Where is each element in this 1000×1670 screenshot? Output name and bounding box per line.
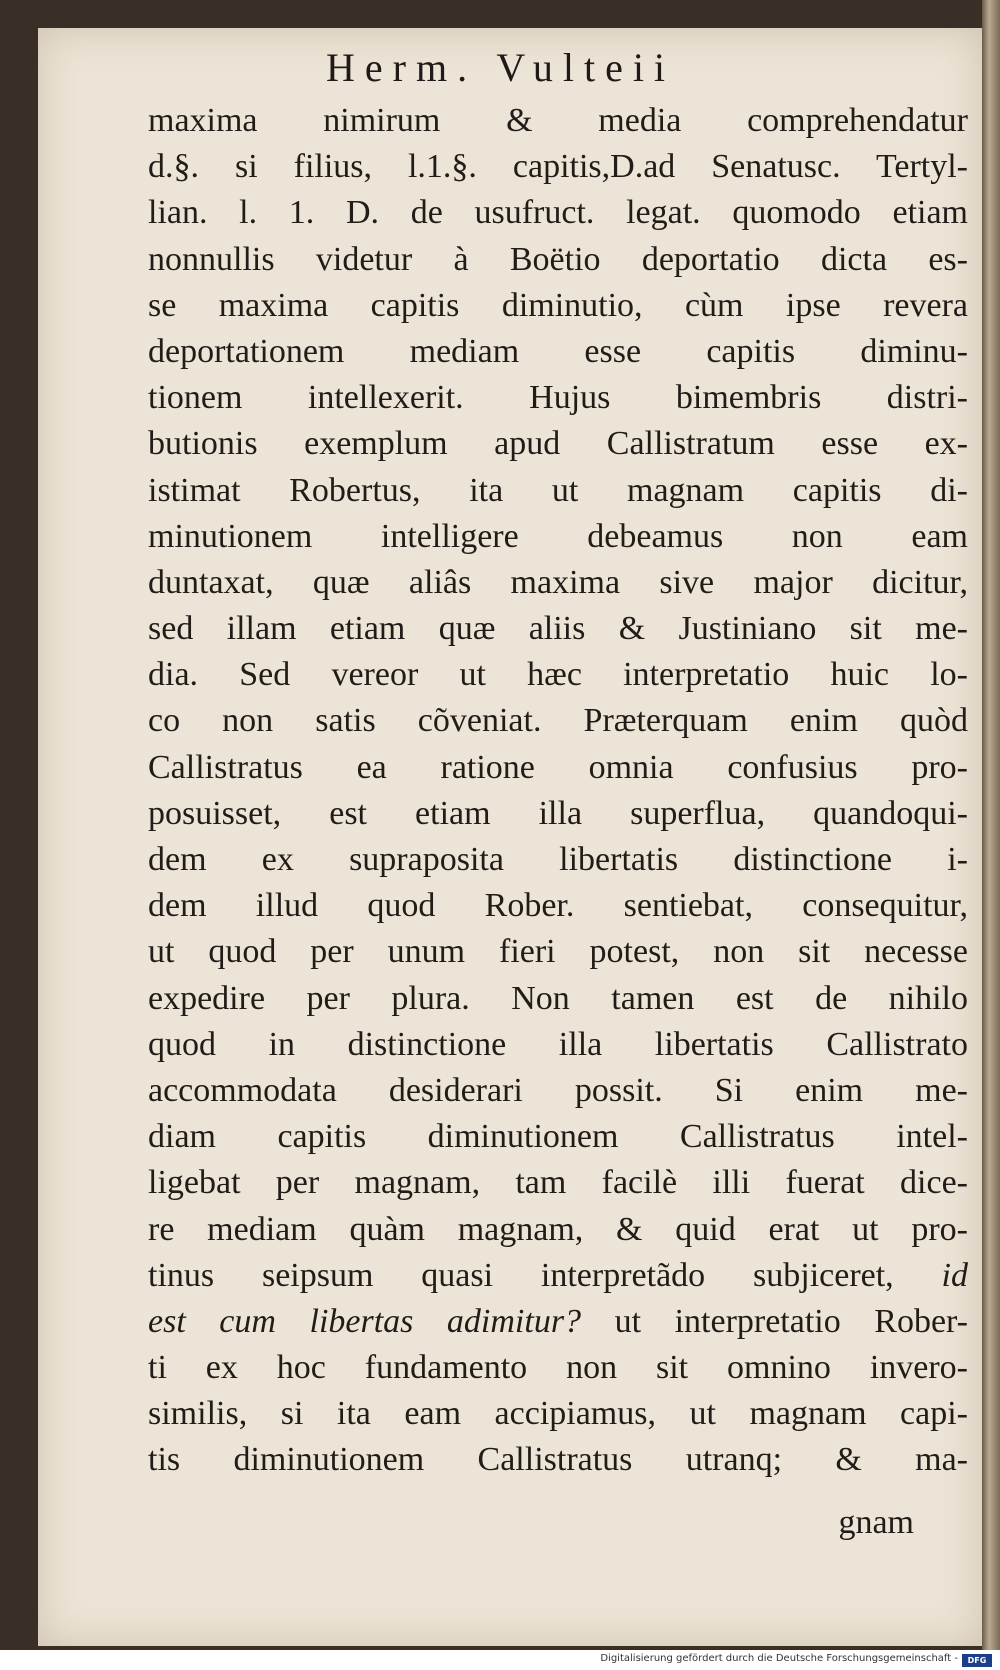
text-line: co non satis cõveniat. Præterquam enim quòd — [148, 702, 968, 740]
text-line: deportationem mediam esse capitis diminu- — [148, 332, 968, 370]
text-line: ligebat per magnam, tam facilè illi fuerat dice- — [148, 1164, 968, 1202]
running-head: Herm. Vulteii — [326, 45, 676, 90]
italic-quote: est cum libertas adimitur? — [148, 1302, 582, 1340]
text-line-with-italic — [148, 1299, 968, 1345]
text-line: butionis exemplum apud Callistratum esse ex- — [148, 425, 968, 463]
text-line: diam capitis diminutionem Callistratus intel- — [148, 1118, 968, 1156]
text-line: tionem intellexerit. Hujus bimembris distri- — [148, 379, 968, 417]
text-line-with-italic — [148, 1253, 968, 1299]
text-line: minutionem intelligere debeamus non eam — [148, 517, 968, 555]
text-line: similis, si ita eam accipiamus, ut magnam capi- — [148, 1395, 968, 1433]
text-line: quod in distinctione illa libertatis Callistrato — [148, 1025, 968, 1063]
text-run: ut interpretatio Rober- — [614, 1302, 968, 1340]
catchword: gnam — [838, 1504, 914, 1541]
italic-quote: id — [941, 1256, 968, 1294]
text-line: se maxima capitis diminutio, cùm ipse revera — [148, 286, 968, 324]
text-line: lian. l. 1. D. de usufruct. legat. quomodo etiam — [148, 194, 968, 232]
text-line: nonnullis videtur à Boëtio deportatio dicta es- — [148, 240, 968, 278]
text-line: sed illam etiam quæ aliis & Justiniano sit me- — [148, 610, 968, 648]
text-line: tis diminutionem Callistratus utranq; & ma- — [148, 1441, 968, 1479]
digitization-credit: Digitalisierung gefördert durch die Deutsche Forschungsgemeinschaft - — [600, 1653, 958, 1664]
text-block — [148, 98, 968, 1484]
text-run: tinus seipsum quasi interpretãdo subjiceret, — [148, 1256, 894, 1294]
text-line: expedire per plura. Non tamen est de nihilo — [148, 979, 968, 1017]
page-edge — [982, 0, 1000, 1650]
text-line: dem illud quod Rober. sentiebat, consequitur, — [148, 887, 968, 925]
text-line: re mediam quàm magnam, & quid erat ut pro- — [148, 1210, 968, 1248]
dfg-logo: DFG — [962, 1654, 992, 1667]
text-line: dia. Sed vereor ut hæc interpretatio huic lo- — [148, 656, 968, 694]
text-line: ut quod per unum fieri potest, non sit necesse — [148, 933, 968, 971]
text-line: d.§. si filius, l.1.§. capitis,D.ad Senatusc. Tertyl- — [148, 148, 968, 186]
text-line: dem ex supraposita libertatis distinctione i- — [148, 841, 968, 878]
book-page — [38, 28, 982, 1646]
text-line: posuisset, est etiam illa superflua, quandoqui- — [148, 794, 968, 832]
text-line: ti ex hoc fundamento non sit omnino invero- — [148, 1349, 968, 1387]
text-line: istimat Robertus, ita ut magnam capitis di- — [148, 471, 968, 509]
text-line: maxima nimirum & media comprehendatur — [148, 102, 968, 139]
text-line: Callistratus ea ratione omnia confusius pro- — [148, 748, 968, 786]
text-line: accommodata desiderari possit. Si enim me- — [148, 1071, 968, 1109]
text-line: duntaxat, quæ aliâs maxima sive major dicitur, — [148, 563, 968, 601]
